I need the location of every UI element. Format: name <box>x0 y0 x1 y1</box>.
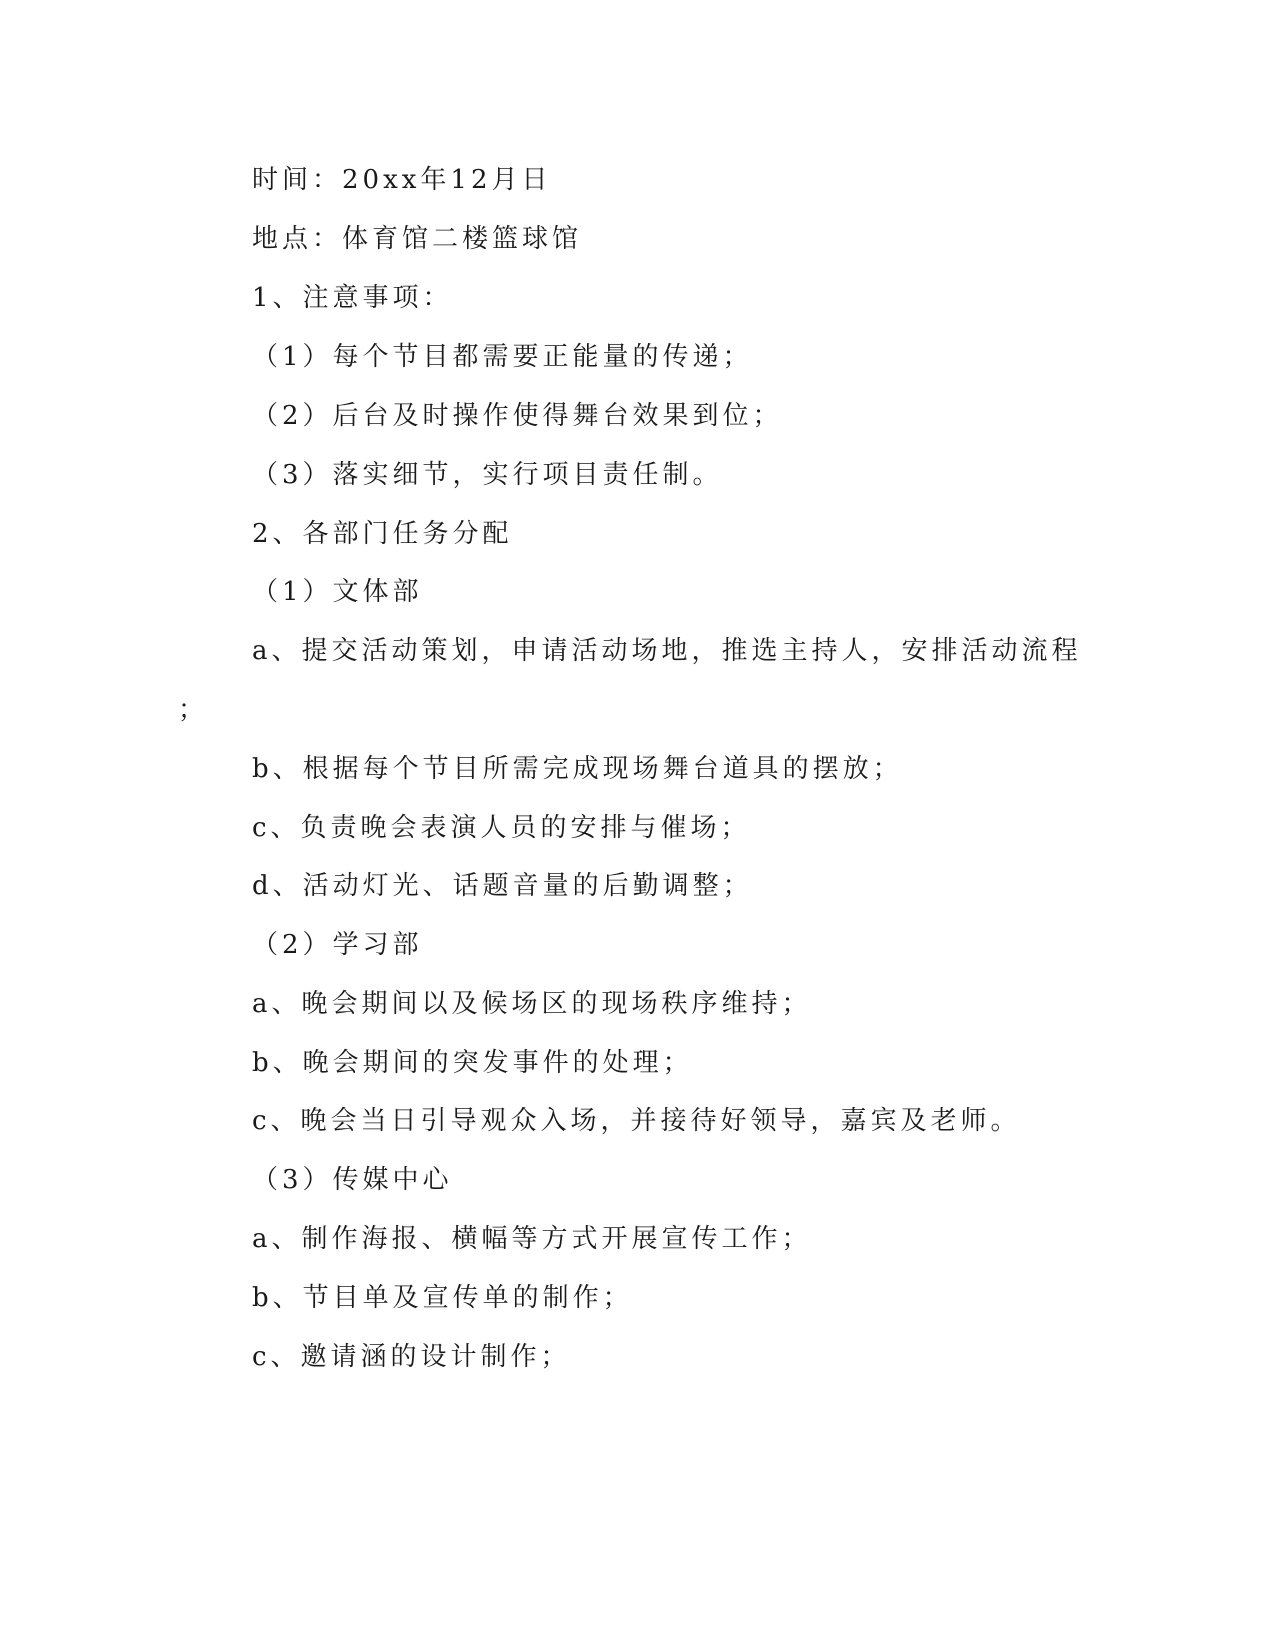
note-item: （2）后台及时操作使得舞台效果到位； <box>252 401 783 431</box>
task-item: a、制作海报、横幅等方式开展宣传工作； <box>252 1224 812 1254</box>
task-item: c、晚会当日引导观众入场，并接待好领导，嘉宾及老师。 <box>252 1106 1021 1136</box>
note-item: （1）每个节目都需要正能量的传递； <box>252 342 753 372</box>
task-item: a、提交活动策划，申请活动场地，推选主持人，安排活动流程 <box>252 636 1082 666</box>
task-item: b、根据每个节目所需完成现场舞台道具的摆放； <box>252 754 903 784</box>
task-item: c、邀请涵的设计制作； <box>252 1342 571 1372</box>
time-line: 时间：20xx年12月日 <box>252 165 552 195</box>
department-heading: （1）文体部 <box>252 577 423 607</box>
department-heading: （2）学习部 <box>252 930 423 960</box>
task-item: a、晚会期间以及候场区的现场秩序维持； <box>252 989 812 1019</box>
department-heading: （3）传媒中心 <box>252 1165 453 1195</box>
task-item: d、活动灯光、话题音量的后勤调整； <box>252 871 753 901</box>
section-heading-notes: 1、注意事项： <box>252 283 453 313</box>
location-line: 地点：体育馆二楼篮球馆 <box>252 224 583 254</box>
task-item: c、负责晚会表演人员的安排与催场； <box>252 813 751 843</box>
task-item: b、晚会期间的突发事件的处理； <box>252 1048 693 1078</box>
task-item: b、节目单及宣传单的制作； <box>252 1283 633 1313</box>
task-item-continuation: ； <box>178 695 209 725</box>
note-item: （3）落实细节，实行项目责任制。 <box>252 460 723 490</box>
section-heading-tasks: 2、各部门任务分配 <box>252 519 513 549</box>
